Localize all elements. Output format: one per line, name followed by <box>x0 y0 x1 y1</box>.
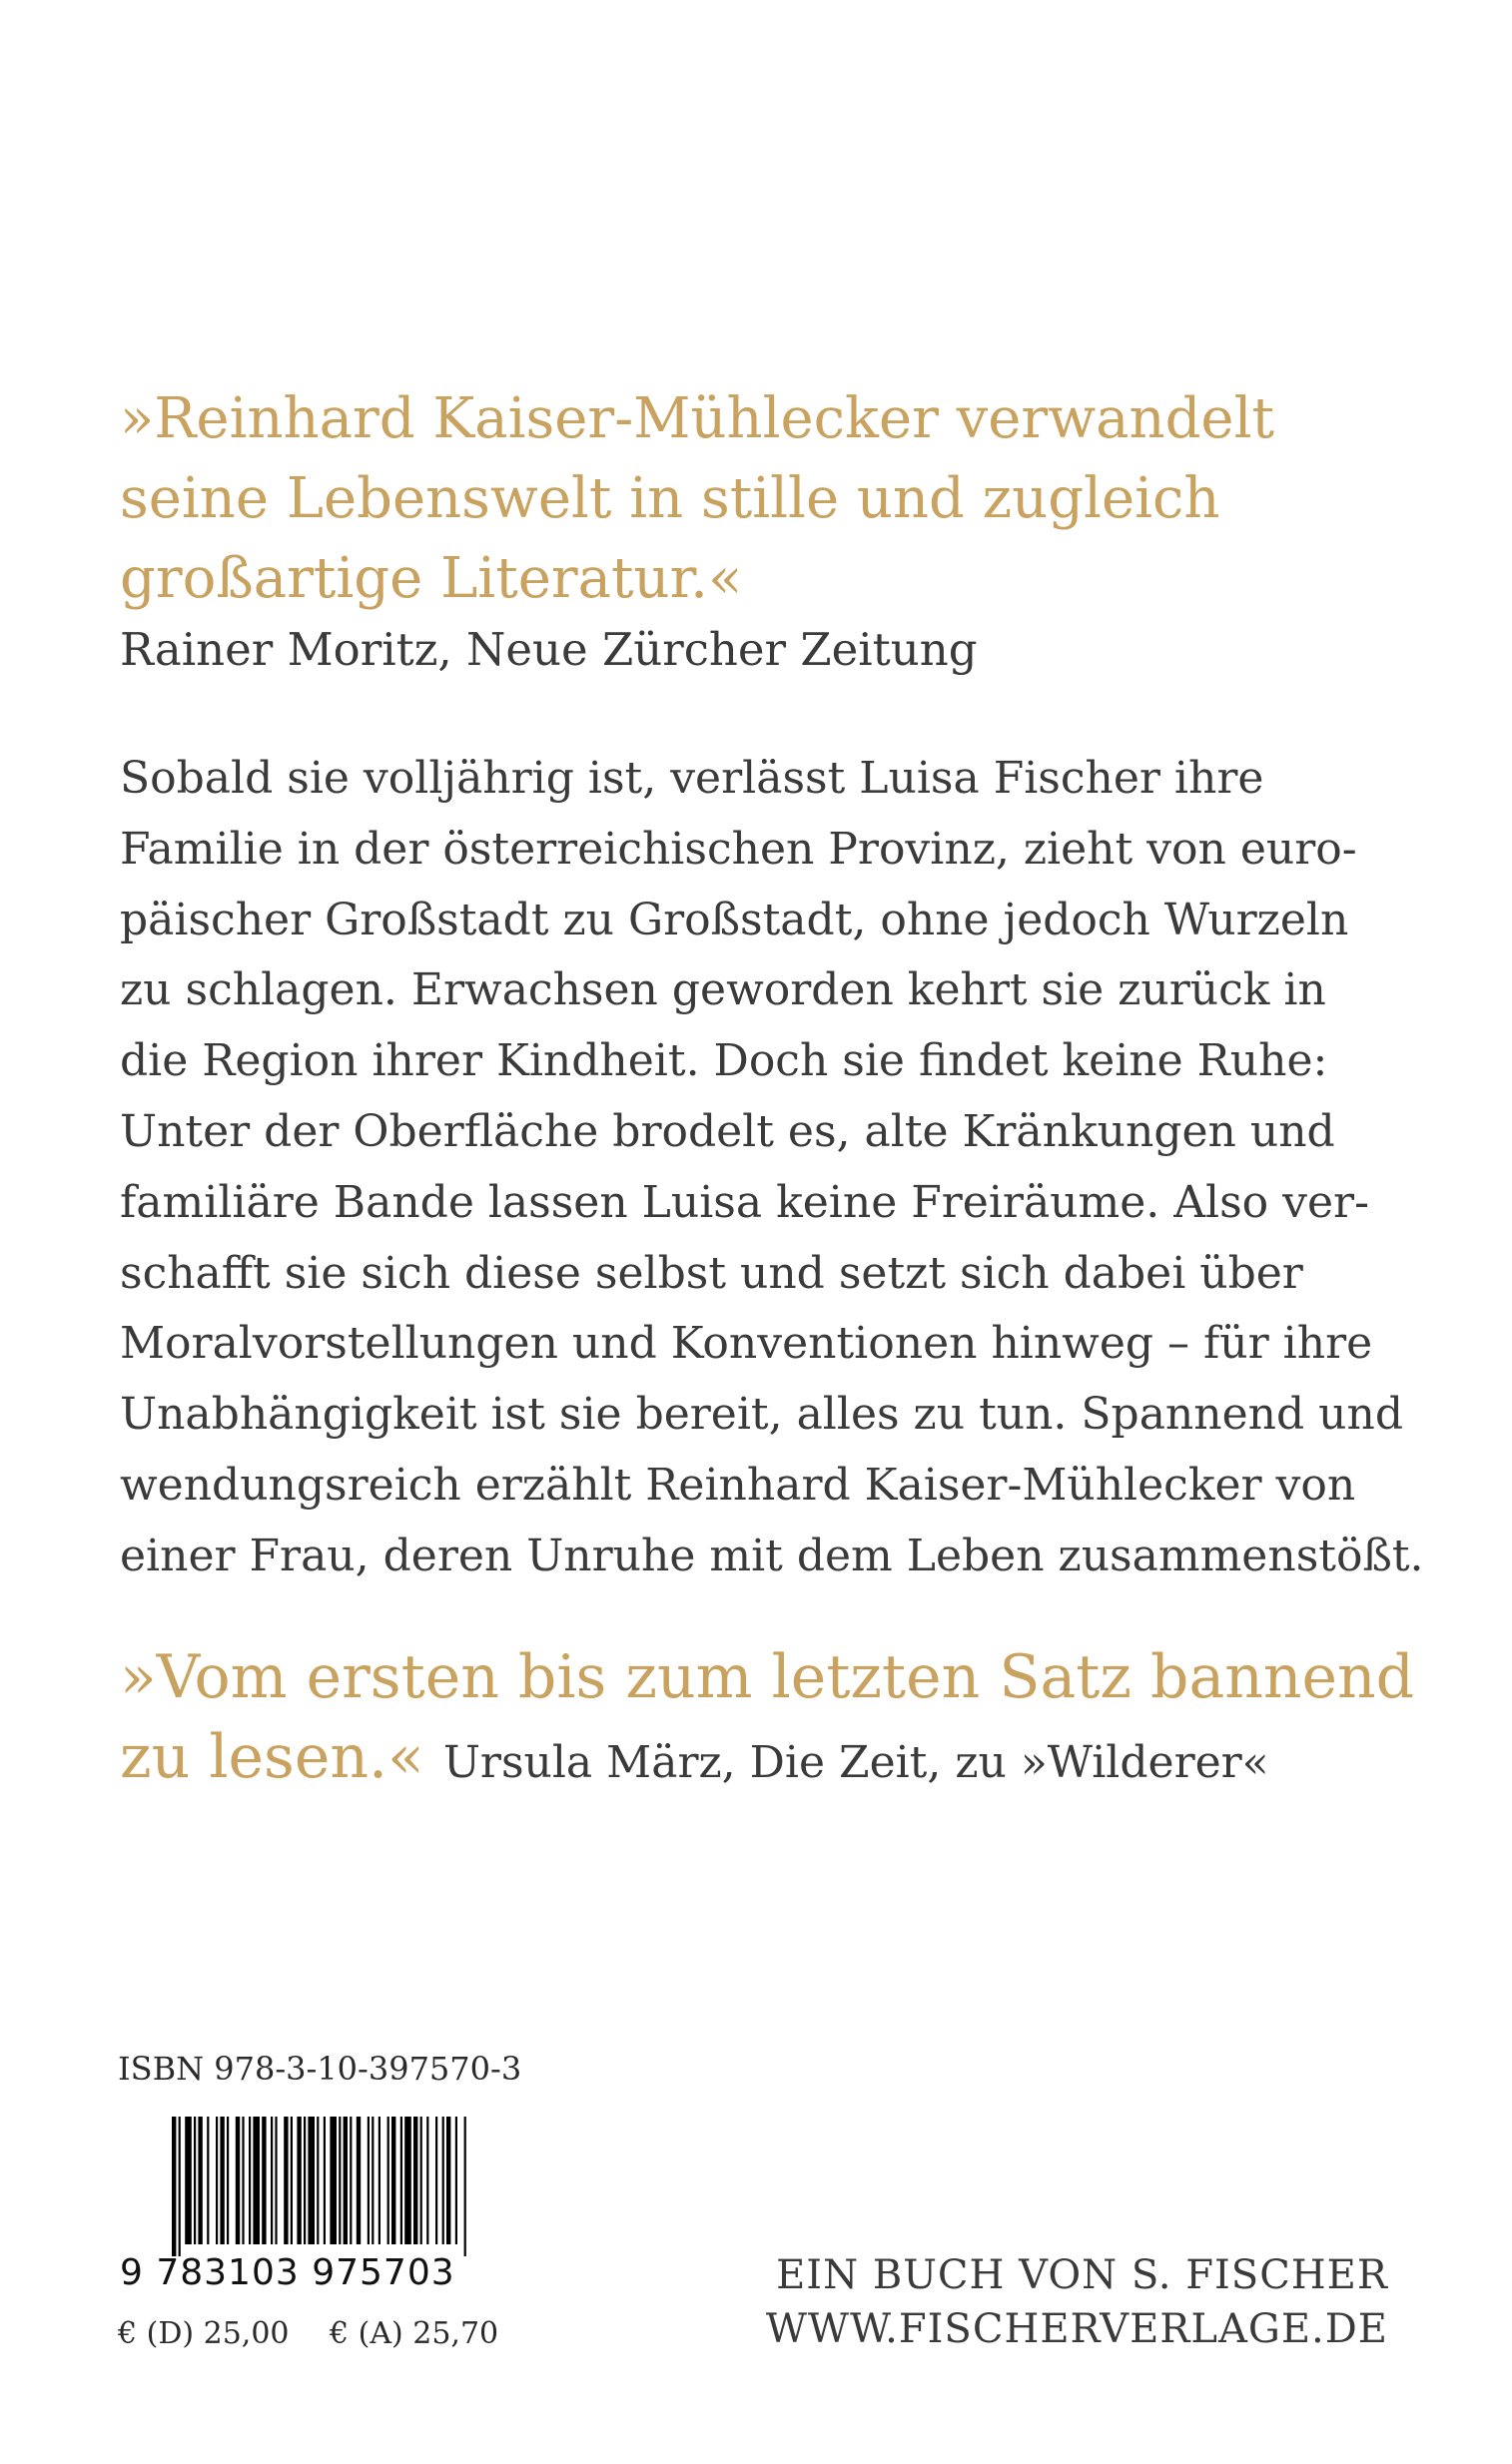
blurb-line: Familie in der österreichischen Provinz, zieht von euro- <box>120 823 1357 875</box>
blurb-line: päischer Großstadt zu Großstadt, ohne jedoch Wurzeln <box>120 894 1349 945</box>
barcode-bar <box>317 2117 319 2244</box>
top-quote-attribution: Rainer Moritz, Neue Zürcher Zeitung <box>120 623 978 676</box>
blurb-line: Unter der Oberfläche brodelt es, alte Kränkungen und <box>120 1105 1335 1157</box>
barcode-bar <box>387 2117 389 2244</box>
barcode-bar <box>420 2117 422 2244</box>
barcode-bar <box>236 2117 240 2244</box>
barcode-bar <box>308 2117 315 2244</box>
barcode-bar <box>249 2117 251 2244</box>
top-quote-line: großartige Literatur.« <box>120 546 743 611</box>
barcode-bar <box>284 2117 288 2244</box>
barcode-bar <box>435 2117 437 2244</box>
top-quote-line: seine Lebenswelt in stille und zugleich <box>120 466 1220 531</box>
blurb-line: familiäre Bande lassen Luisa keine Freiräume. Also ver- <box>120 1176 1369 1228</box>
bottom-quote <box>120 1637 1418 1803</box>
blurb-line: Sobald sie volljährig ist, verlässt Luisa Fischer ihre <box>120 753 1264 804</box>
book-blurb <box>120 744 1424 1592</box>
blurb-line: die Region ihrer Kindheit. Doch sie findet keine Ruhe: <box>120 1035 1328 1087</box>
barcode-bar <box>227 2117 229 2244</box>
barcode-bar <box>464 2117 466 2256</box>
blurb-line: schafft sie sich diese selbst und setzt sich dabei über <box>120 1247 1303 1299</box>
barcode-bar <box>446 2117 450 2244</box>
publisher-website: WWW.FISCHERVERLAGE.DE <box>765 2306 1388 2352</box>
barcode-bar <box>275 2117 277 2244</box>
bottom-quote-line-2 <box>120 1717 1418 1803</box>
barcode-bar <box>291 2117 293 2244</box>
barcode-bar <box>242 2117 244 2244</box>
blurb-line: wendungsreich erzählt Reinhard Kaiser-Mühlecker von <box>120 1459 1356 1511</box>
blurb-line: Unabhängigkeit ist sie bereit, alles zu tun. Spannend und <box>120 1389 1403 1441</box>
blurb-line: einer Frau, deren Unruhe mit dem Leben zusammenstößt. <box>120 1530 1424 1581</box>
barcode-bar <box>404 2117 411 2244</box>
barcode-bar <box>372 2117 374 2244</box>
barcode-bar <box>271 2117 273 2244</box>
barcode-bar <box>185 2117 192 2244</box>
barcode-bar <box>368 2117 370 2244</box>
barcode-graphic <box>120 2117 491 2256</box>
publisher-line: EIN BUCH VON S. FISCHER <box>776 2252 1388 2298</box>
barcode-bar <box>198 2117 202 2244</box>
barcode-bar <box>297 2117 301 2244</box>
barcode-bar <box>413 2117 417 2244</box>
bottom-quote-attribution: Ursula März, Die Zeit, zu »Wilderer« <box>442 1737 1269 1788</box>
blurb-line: Moralvorstellungen und Konventionen hinweg – für ihre <box>120 1318 1373 1370</box>
barcode-bar <box>172 2117 176 2256</box>
barcode-bar <box>339 2117 341 2244</box>
barcode-bar <box>207 2117 209 2244</box>
barcode-bar <box>455 2117 457 2244</box>
barcode-bar <box>253 2117 260 2244</box>
top-quote <box>120 379 1418 619</box>
barcode-bar <box>426 2117 428 2244</box>
bottom-quote-text: zu lesen.« <box>120 1722 424 1792</box>
price-germany: € (D) 25,00 <box>118 2316 290 2351</box>
barcode-bar <box>344 2117 348 2244</box>
barcode-bar <box>220 2117 224 2244</box>
barcode-bar <box>391 2117 395 2244</box>
isbn-label: ISBN 978-3-10-397570-3 <box>118 2050 522 2088</box>
barcode-bar <box>357 2117 361 2244</box>
barcode-number: 9 783103 975703 <box>120 2252 455 2293</box>
price-austria: € (A) 25,70 <box>330 2316 499 2351</box>
barcode-bar <box>400 2117 402 2244</box>
top-quote-line: »Reinhard Kaiser-Mühlecker verwandelt <box>120 386 1274 451</box>
barcode-bar <box>304 2117 306 2244</box>
barcode-bar <box>330 2117 337 2244</box>
bottom-quote-line: »Vom ersten bis zum letzten Satz bannend <box>120 1642 1415 1712</box>
barcode-bar <box>179 2117 181 2256</box>
barcode-bar <box>216 2117 218 2244</box>
barcode-bar <box>378 2117 380 2244</box>
blurb-line: zu schlagen. Erwachsen geworden kehrt sie zurück in <box>120 964 1326 1016</box>
barcode-bar <box>262 2117 266 2244</box>
barcode-bar <box>442 2117 444 2244</box>
barcode-bar <box>194 2117 196 2244</box>
barcode-bar <box>324 2117 326 2244</box>
barcode-bar <box>350 2117 352 2244</box>
